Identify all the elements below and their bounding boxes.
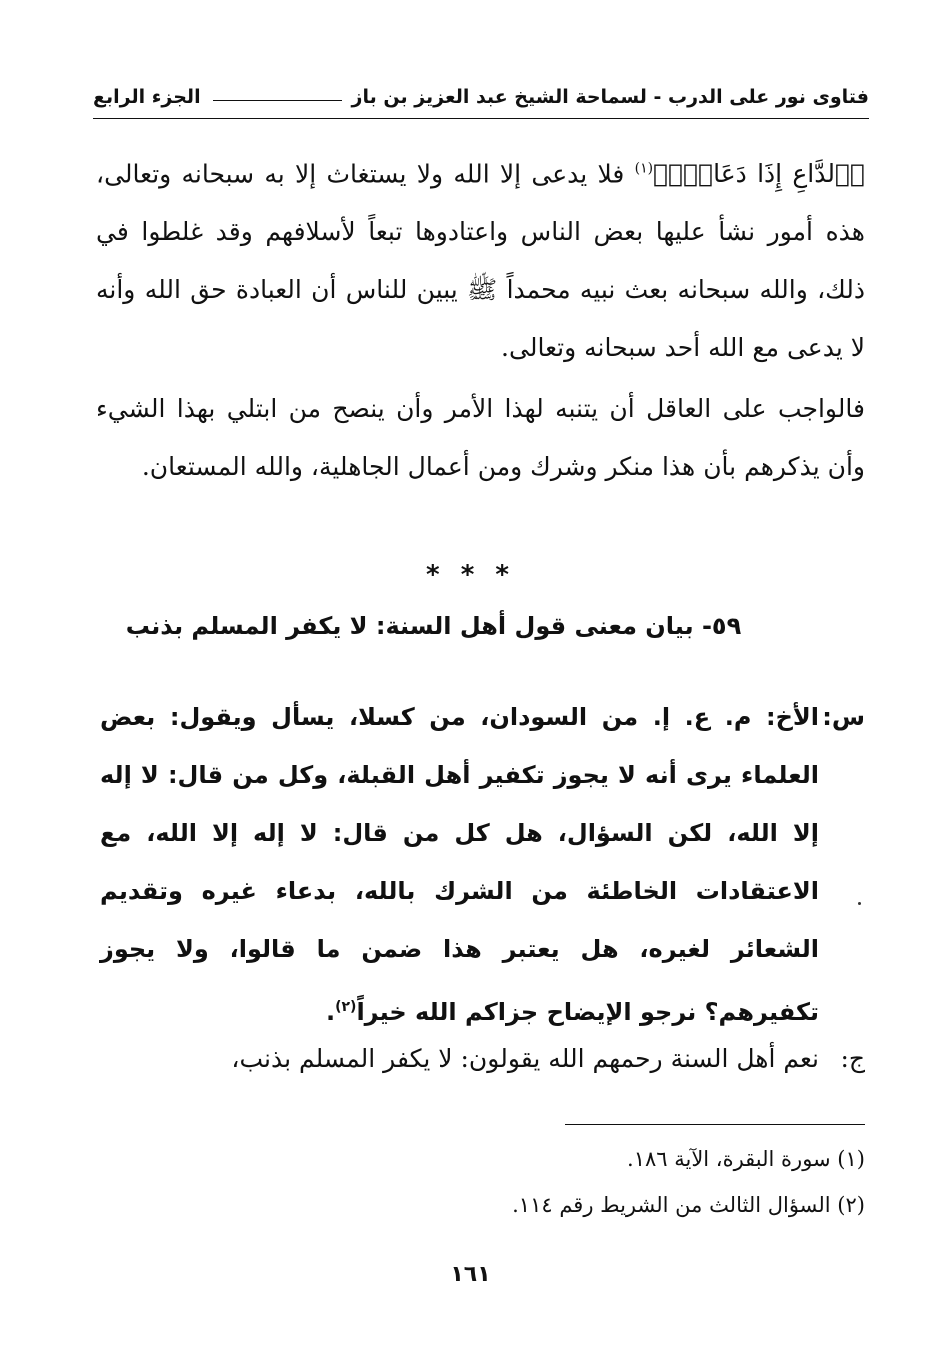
page-number: ١٦١ <box>450 1262 491 1287</box>
paragraph-2 <box>96 380 865 496</box>
paragraph-1 <box>96 140 865 377</box>
footnote-2: (٢) السؤال الثالث من الشريط رقم ١١٤. <box>512 1193 865 1217</box>
section-separator: * * * <box>426 560 515 590</box>
answer-block <box>100 1030 865 1088</box>
part-label: الجزء الرابع <box>93 86 201 108</box>
book-title: فتاوى نور على الدرب - لسماحة الشيخ عبد العزيز بن باز <box>351 86 869 108</box>
quran-quote: ﴿ٱلدَّاعِ إِذَا دَعَانِۖ﴾$^{(١)}$ <box>634 159 866 189</box>
footnotes <box>300 1136 865 1228</box>
running-header <box>93 86 869 108</box>
paragraph-1-text: فلا يدعى إلا الله ولا يستغاث إلا به سبحانه وتعالى، هذه أمور نشأ عليها بعض الناس واعتادوها تبعاً لأسلافهم وقد غلطوا في ذلك، والله سبحانه بعث نبيه محمداً ﷺ يبين للناس أن العبادة حق الله وأنه لا يدعى مع الله أحد سبحانه وتعالى. <box>96 159 865 363</box>
question-end: . <box>325 998 336 1026</box>
answer-text: نعم أهل السنة رحمهم الله يقولون: لا يكفر المسلم بذنب، <box>231 1044 819 1073</box>
section-heading: ٥٩- بيان معنى قول أهل السنة: لا يكفر المسلم بذنب <box>125 612 742 640</box>
question-block <box>100 688 865 1041</box>
footnote-1: (١) سورة البقرة، الآية ١٨٦. <box>627 1147 865 1171</box>
scan-speck <box>858 902 861 905</box>
paragraph-2-text: فالواجب على العاقل أن يتنبه لهذا الأمر وأن ينصح من ابتلي بهذا الشيء وأن يذكرهم بأن هذا منكر وشرك ومن أعمال الجاهلية، والله المستعان. <box>96 394 865 481</box>
answer-label: ج: <box>840 1044 865 1073</box>
header-divider <box>93 118 869 119</box>
question-text: الأخ: م. ع. إ. من السودان، من كسلا، يسأل ويقول: بعض العلماء يرى أنه لا يجوز تكفير أهل القبلة، وكل من قال: لا إله إلا الله، لكن السؤال، هل كل من قال: لا إله إلا الله، مع الاعتقادات الخاطئة من الشرك بالله، بدعاء غيره وتقديم الشعائر لغيره، هل يعتبر هذا ضمن ما قالوا، ولا يجوز تكفيرهم؟ نرجو الإيضاح جزاكم الله خيراً <box>100 703 819 1026</box>
header-dash-rule <box>213 100 342 101</box>
footnote-ref-2: (٢) <box>335 999 357 1015</box>
question-label: س: <box>822 703 865 731</box>
footnote-divider <box>565 1124 865 1125</box>
footnote-ref-1: (١) <box>634 161 654 177</box>
